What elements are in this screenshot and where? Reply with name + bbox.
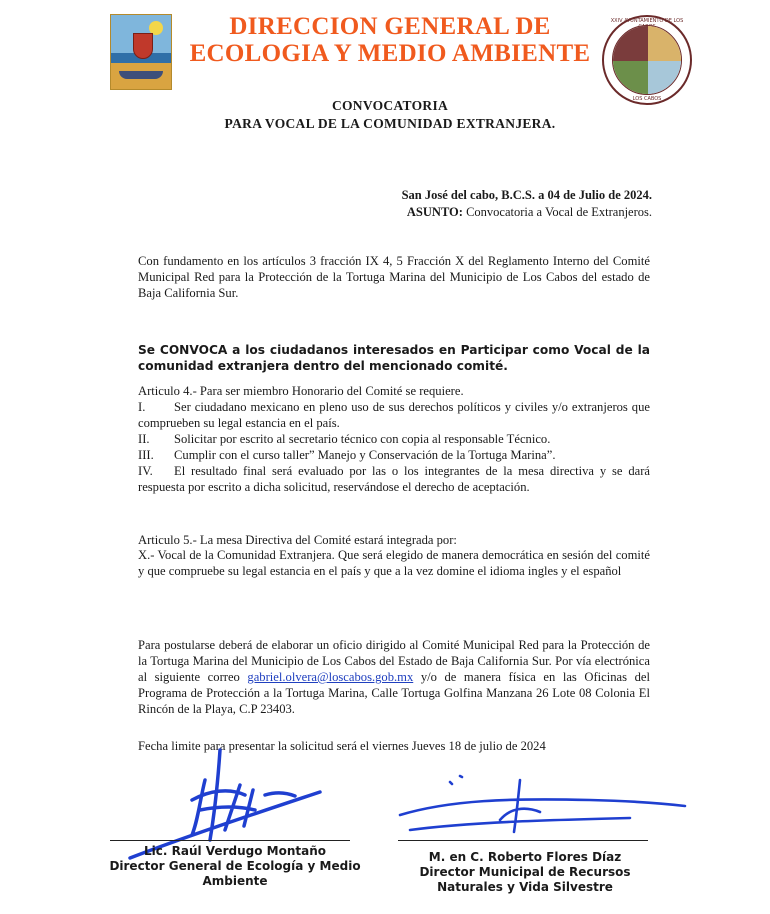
postular-text-after: y/o de manera física en las Oficinas del Programa de Protección a la Tortuga Marina, Calle Tortuga Golfina Manzana 26 Lote 08 Colonia El Rincón de la Playa, C.P 23403. <box>138 670 650 716</box>
item-text: Solicitar por escrito al secretario técnico con copia al responsable Técnico. <box>174 432 551 446</box>
article-5-title: Articulo 5.- La mesa Directiva del Comité estará integrada por: <box>138 533 457 547</box>
item-text: El resultado final será evaluado por las o los integrantes de la mesa directiva y se dará respuesta por escrito a dicha solicitud, reservándose el derecho de aceptación. <box>138 464 650 494</box>
article-4-item <box>138 399 650 431</box>
signer-left-title-line1: Director General de Ecología y Medio <box>109 859 361 873</box>
article-4-item <box>138 431 650 447</box>
signer-right-title-line1: Director Municipal de Recursos <box>419 865 631 879</box>
asunto-text: Convocatoria a Vocal de Extranjeros. <box>462 205 652 219</box>
signer-right-name: M. en C. Roberto Flores Díaz <box>428 850 622 864</box>
doc-heading-line2: PARA VOCAL DE LA COMUNIDAD EXTRANJERA. <box>224 116 556 131</box>
seal-top-text: XXIV AYUNTAMIENTO DE LOS <box>610 18 684 24</box>
item-text: Cumplir con el curso taller” Manejo y Conservación de la Tortuga Marina”. <box>174 448 556 462</box>
article-5-item-x: X.- Vocal de la Comunidad Extranjera. Que será elegido de manera democrática en sesión del comité y que compruebe su legal estancia en el país y que a la vez domine el idioma ingles y el español <box>138 548 650 578</box>
item-number: II. <box>138 432 150 446</box>
asunto-label: ASUNTO: <box>406 205 463 219</box>
signer-right-title-line2: Naturales y Vida Silvestre <box>437 880 613 894</box>
header-title-line1: DIRECCION GENERAL DE <box>229 13 551 40</box>
item-number: I. <box>138 400 146 414</box>
header-title-line2: ECOLOGIA Y MEDIO AMBIENTE <box>189 40 591 67</box>
email-link[interactable]: gabriel.olvera@loscabos.gob.mx <box>247 670 414 684</box>
signature-block-left <box>100 844 370 889</box>
asunto-line <box>407 205 652 220</box>
doc-heading-line1: CONVOCATORIA <box>331 98 449 113</box>
place-date: San José del cabo, B.C.S. a 04 de Julio de 2024. <box>401 188 652 202</box>
signature-line-left <box>110 840 350 841</box>
postular-text-before: Para postularse deberá de elaborar un oficio dirigido al Comité Municipal Red para la Protección de la Tortuga Marina del Municipio de Los Cabos del Estado de Baja California Sur. Por vía electrónica al siguiente correo <box>138 638 650 684</box>
paragraph-fecha-limite: Fecha limite para presentar la solicitud será el viernes Jueves 18 de julio de 2024 <box>138 739 546 753</box>
article-4-title: Articulo 4.- Para ser miembro Honorario del Comité se requiere. <box>138 384 464 398</box>
signer-left-title-line2: Ambiente <box>202 874 268 888</box>
ayuntamiento-seal <box>602 15 692 105</box>
item-number: IV. <box>138 464 153 478</box>
item-number: III. <box>138 448 154 462</box>
paragraph-fundamento: Con fundamento en los artículos 3 fracción IX 4, 5 Fracción X del Reglamento Interno del Comité Municipal Red para la Protección de la Tortuga Marina del Municipio de Los Cabos del estado de Baja California Sur. <box>138 254 650 300</box>
signature-block-right <box>390 850 660 895</box>
municipal-logo <box>110 14 172 90</box>
signature-line-right <box>398 840 648 841</box>
signature-right-scribble <box>390 770 690 860</box>
seal-bottom-text: LOS CABOS <box>632 96 662 102</box>
article-4-item <box>138 463 650 495</box>
paragraph-postular <box>138 637 650 717</box>
signer-left-name: Lic. Raúl Verdugo Montaño <box>144 844 326 858</box>
paragraph-convoca: Se CONVOCA a los ciudadanos interesados en Participar como Vocal de la comunidad extranjera dentro del mencionado comité. <box>138 343 650 373</box>
item-text: Ser ciudadano mexicano en pleno uso de sus derechos políticos y civiles y/o extranjeros que comprueben su legal estancia en el país. <box>138 400 650 430</box>
article-4-item <box>138 447 650 463</box>
